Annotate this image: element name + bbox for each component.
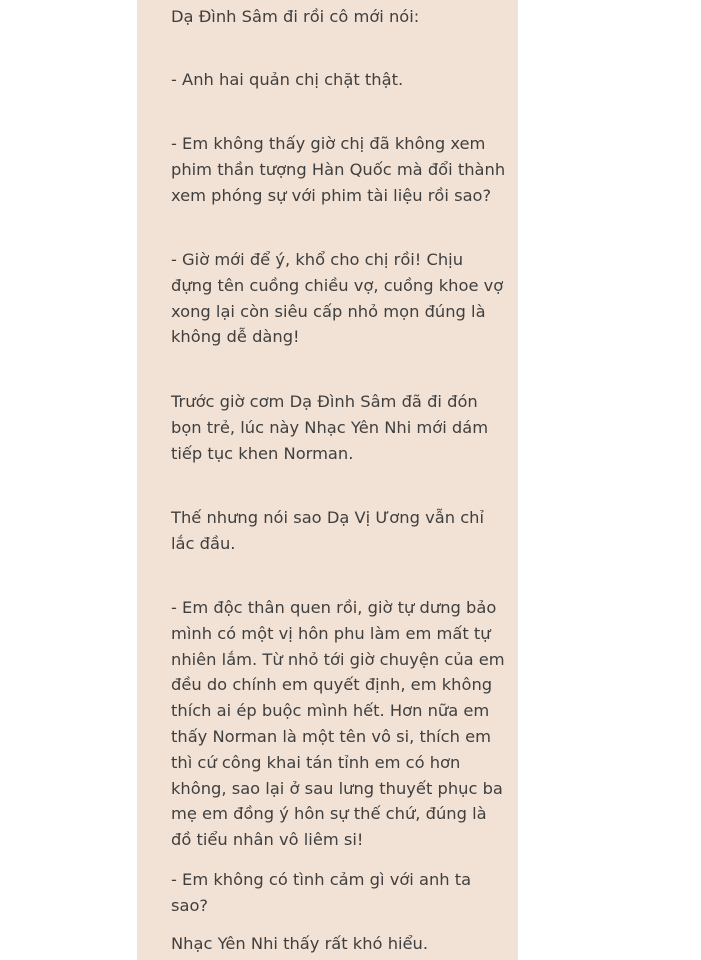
paragraph: - Em không thấy giờ chị đã không xem phim thần tượng Hàn Quốc mà đổi thành xem phóng sự với phim tài liệu rồi sao? bbox=[171, 134, 506, 205]
paragraph: - Em độc thân quen rồi, giờ tự dưng bảo mình có một vị hôn phu làm em mất tự nhiên lắm. Từ nhỏ tới giờ chuyện của em đều do chính em quyết định, em không thích ai ép buộc mình hết. Hơn nữa em thấy Norman là một tên vô si, thích em thì cứ công khai tán tỉnh em có hơn không, sao lại ở sau lưng thuyết phục ba mẹ em đồng ý hôn sự thế chứ, đúng là đồ tiểu nhân vô liêm si! bbox=[171, 598, 505, 850]
paragraph: Dạ Đình Sâm đi rồi cô mới nói: bbox=[171, 7, 420, 26]
text-column bbox=[137, 0, 518, 960]
paragraph: - Giờ mới để ý, khổ cho chị rồi! Chịu đựng tên cuồng chiều vợ, cuồng khoe vợ xong lại còn siêu cấp nhỏ mọn đúng là không dễ dàng! bbox=[171, 250, 504, 347]
paragraph: - Em không có tình cảm gì với anh ta sao? bbox=[171, 870, 472, 915]
paragraph: Trước giờ cơm Dạ Đình Sâm đã đi đón bọn trẻ, lúc này Nhạc Yên Nhi mới dám tiếp tục khen Norman. bbox=[171, 392, 489, 463]
paragraph: - Anh hai quản chị chặt thật. bbox=[171, 70, 404, 89]
paragraph: Nhạc Yên Nhi thấy rất khó hiểu. bbox=[171, 934, 429, 953]
paragraph: Thế nhưng nói sao Dạ Vị Ương vẫn chỉ lắc đầu. bbox=[171, 508, 485, 553]
